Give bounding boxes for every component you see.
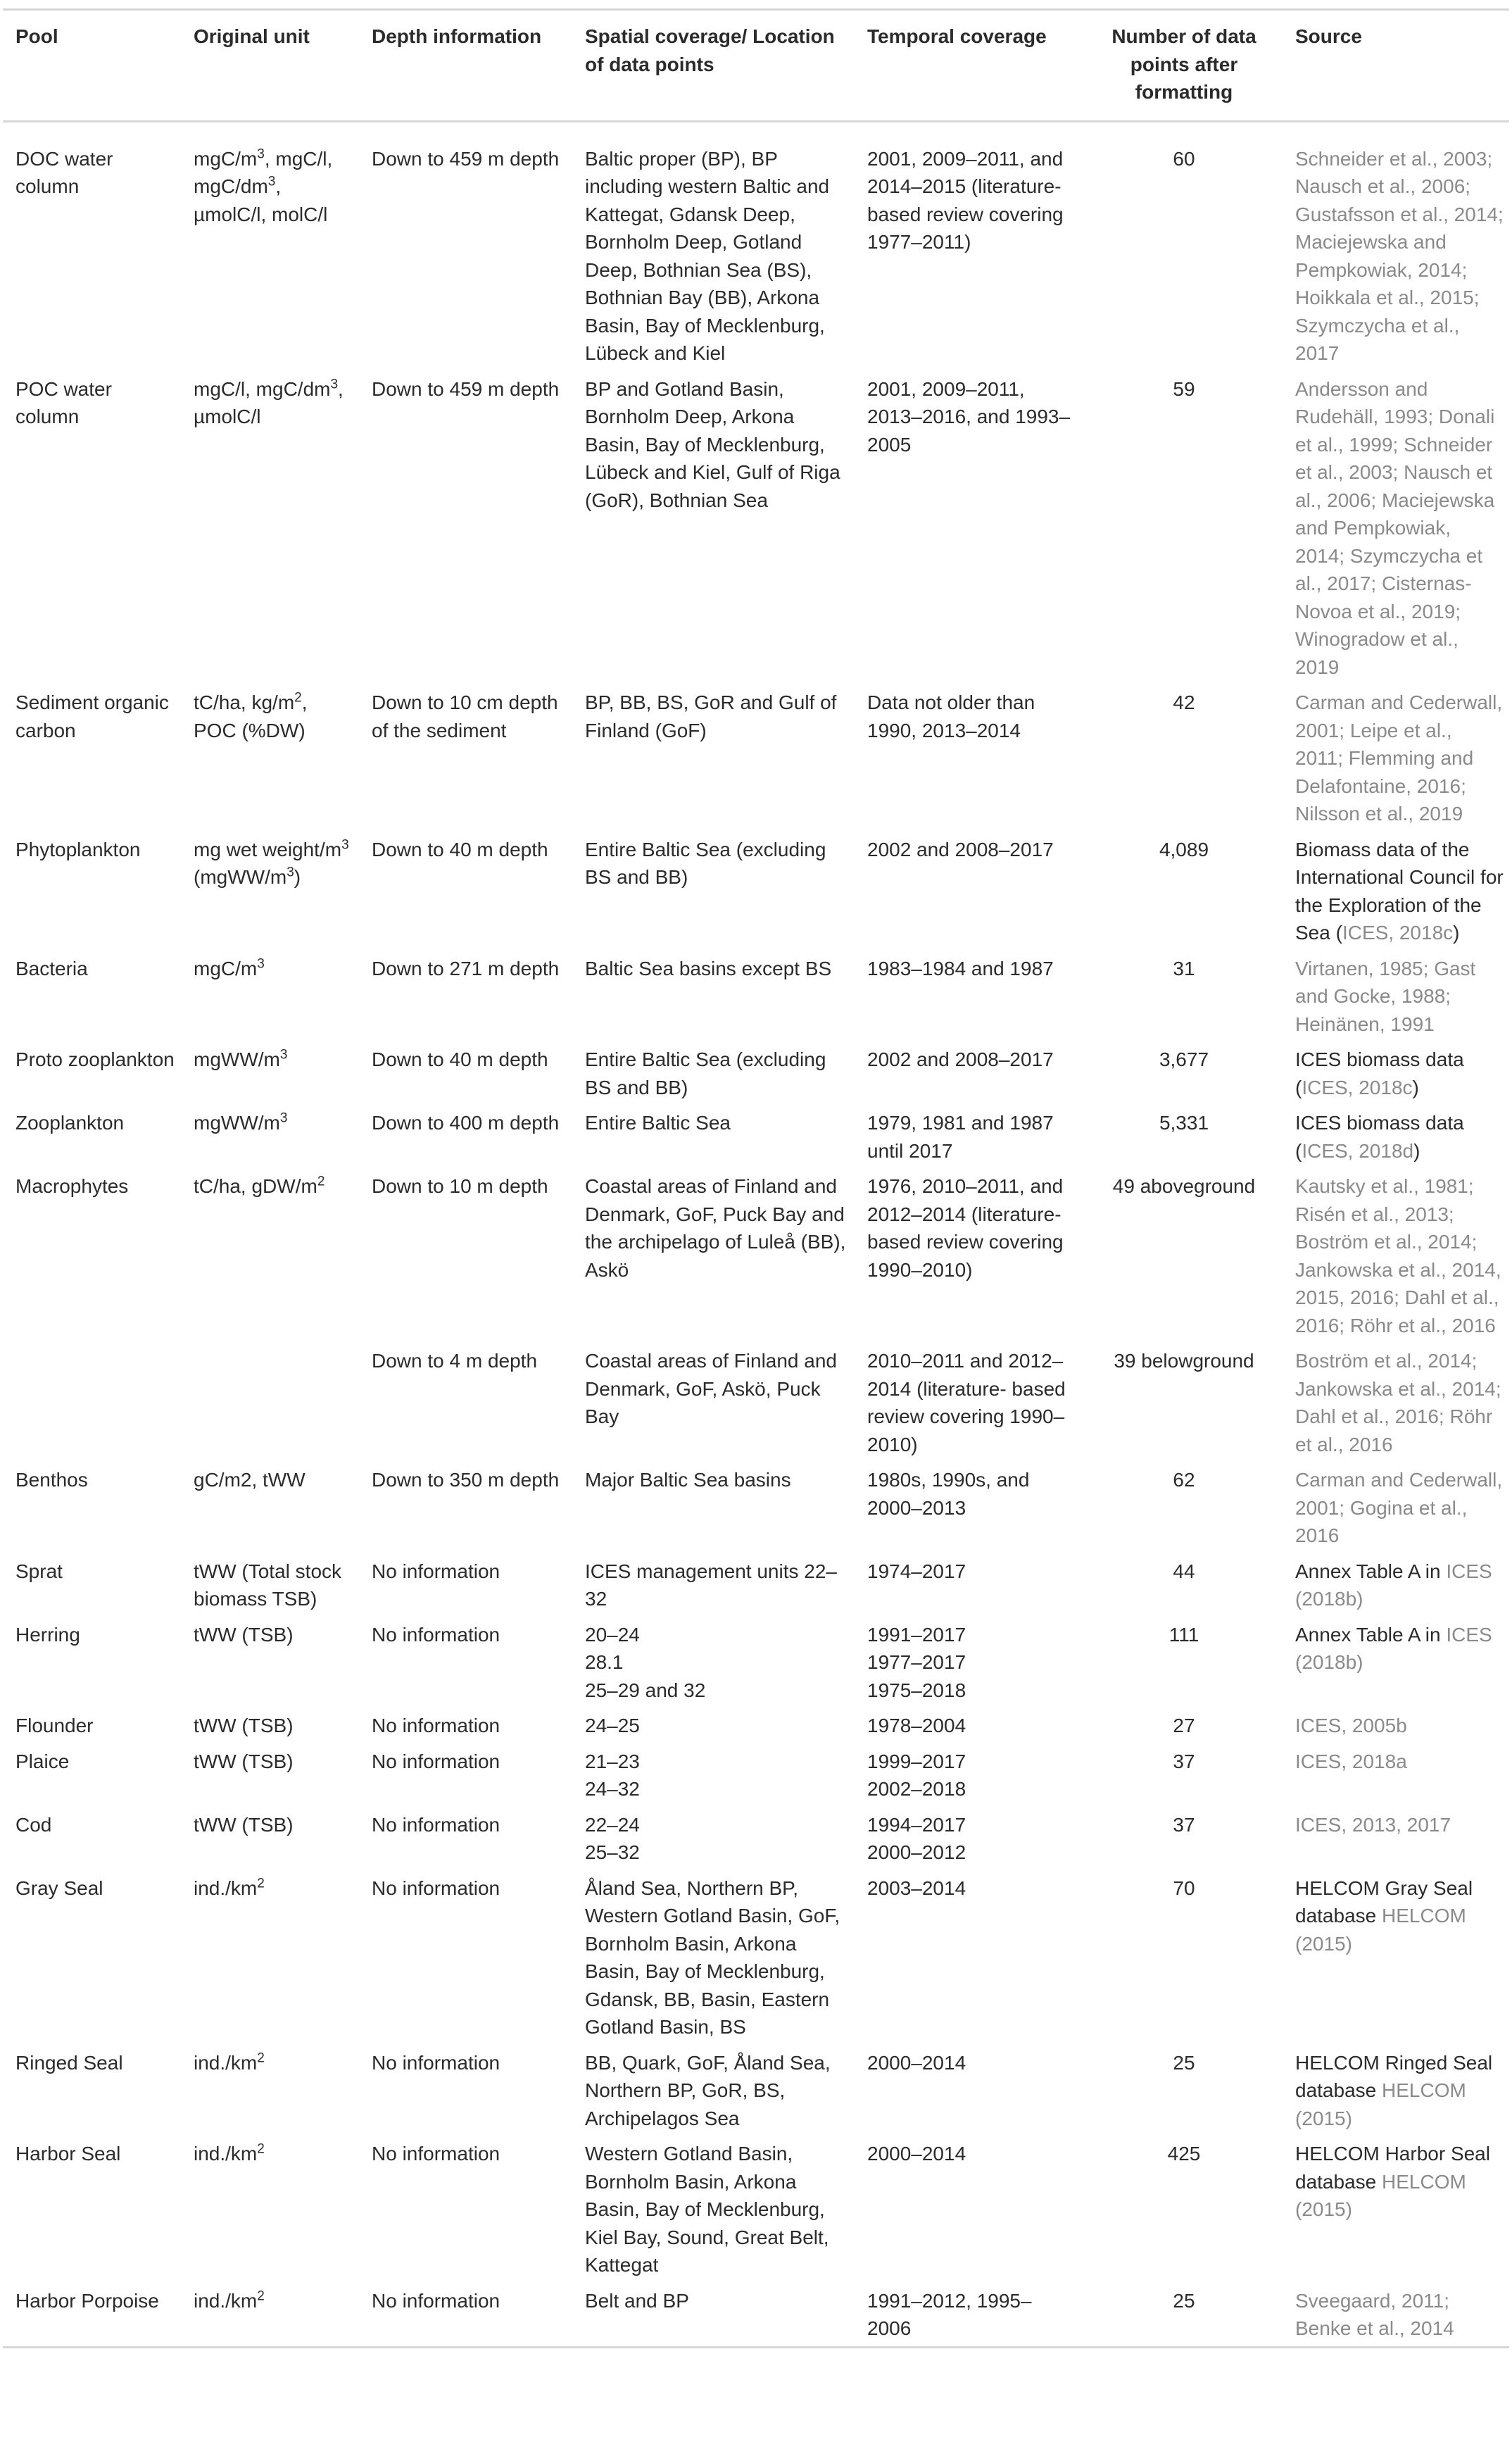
cell-original-unit: tWW (TSB): [194, 1623, 294, 1646]
cell-spatial-coverage: 21–23 24–32: [585, 1750, 640, 1800]
table-row: [3, 371, 1509, 685]
table-row: [3, 832, 1509, 951]
cell-source: [1283, 951, 1509, 1042]
cell-depth-information: No information: [372, 2289, 500, 2312]
cell-source: [1283, 2283, 1509, 2348]
cell-depth-information: Down to 459 m depth: [372, 147, 560, 170]
cell-temporal-coverage: 2003–2014: [867, 1877, 966, 1899]
cell-number-of-data-points: 37: [1173, 1750, 1195, 1772]
cell-spatial-coverage: BP and Gotland Basin, Bornholm Deep, Arkona Basin, Bay of Mecklenburg, Lübeck and Kiel, Gulf of Riga (GoR), Bothnian Sea: [585, 377, 840, 511]
cell-number-of-data-points: 60: [1173, 147, 1195, 170]
source-text: ): [1413, 1139, 1420, 1162]
table-row: [3, 1105, 1509, 1168]
reference-link[interactable]: HELCOM (2015): [1295, 2170, 1466, 2220]
table-row: [3, 1553, 1509, 1617]
superscript: 3: [257, 146, 265, 162]
cell-spatial-coverage: 20–24 28.1 25–29 and 32: [585, 1623, 706, 1701]
table-row: [3, 1462, 1509, 1553]
table-row: [3, 1807, 1509, 1870]
cell-pool: Phytoplankton: [15, 838, 141, 860]
cell-pool: Sprat: [15, 1560, 63, 1582]
cell-temporal-coverage: 1994–2017 2000–2012: [867, 1813, 966, 1863]
cell-original-unit: mgWW/$m^3$: [194, 1110, 288, 1134]
cell-source: [1283, 1870, 1509, 2045]
reference-link[interactable]: Carman and Cederwall, 2001; Gogina et al., 2016: [1295, 1469, 1503, 1546]
cell-depth-information: No information: [372, 1877, 500, 1899]
cell-source: [1283, 121, 1509, 371]
table-row: [3, 2283, 1509, 2348]
reference-link[interactable]: Kautsky et al., 1981; Risén et al., 2013; Boström et al., 2014; Jankowska et al., 2014, 2015, 2016; Dahl et al., 2016; Röhr et al., 2016: [1295, 1175, 1501, 1336]
cell-number-of-data-points: 39 belowground: [1114, 1350, 1254, 1372]
source-text: Annex Table A in: [1295, 1560, 1447, 1582]
cell-depth-information: Down to 400 m depth: [372, 1112, 560, 1134]
cell-pool: Macrophytes: [15, 1175, 129, 1197]
table-row: [3, 1041, 1509, 1105]
cell-depth-information: Down to 459 m depth: [372, 377, 560, 400]
cell-number-of-data-points: 31: [1173, 957, 1195, 979]
cell-number-of-data-points: 37: [1173, 1813, 1195, 1836]
reference-link[interactable]: ICES, 2018c: [1342, 922, 1454, 944]
cell-pool: Herring: [15, 1623, 80, 1646]
header-number-of-data-points: Number of data points after formatting: [1111, 25, 1256, 103]
superscript: 3: [279, 1047, 288, 1063]
cell-source: [1283, 1343, 1509, 1462]
cell-spatial-coverage: Entire Baltic Sea: [585, 1112, 731, 1134]
cell-depth-information: Down to 40 m depth: [372, 1048, 548, 1070]
cell-temporal-coverage: Data not older than 1990, 2013–2014: [867, 691, 1035, 741]
header-temporal-coverage: Temporal coverage: [867, 25, 1047, 47]
cell-pool: Bacteria: [15, 957, 88, 979]
cell-depth-information: No information: [372, 1750, 500, 1772]
superscript: 2: [257, 2288, 265, 2304]
cell-original-unit: tC/ha, gDW/$m^2$: [194, 1174, 325, 1197]
cell-depth-information: Down to 10 m depth: [372, 1175, 548, 1197]
cell-spatial-coverage: BP, BB, BS, GoR and Gulf of Finland (GoF): [585, 691, 837, 741]
cell-source: [1283, 1617, 1509, 1708]
cell-original-unit: mgC/$m^3$: [194, 956, 265, 979]
cell-spatial-coverage: ICES management units 22–32: [585, 1560, 837, 1610]
data-sources-table: [3, 8, 1509, 2348]
reference-link[interactable]: ICES, 2005b: [1295, 1715, 1407, 1736]
cell-original-unit: $ind./km^2$: [194, 2141, 265, 2165]
cell-spatial-coverage: Entire Baltic Sea (excluding BS and BB): [585, 1048, 826, 1098]
superscript: 3: [330, 377, 339, 392]
cell-source: [1283, 2045, 1509, 2136]
table-row: [3, 1617, 1509, 1708]
reference-link[interactable]: HELCOM (2015): [1295, 1905, 1466, 1955]
cell-original-unit: tWW (TSB): [194, 1813, 294, 1836]
cell-spatial-coverage: Baltic proper (BP), BP including western Baltic and Kattegat, Gdansk Deep, Bornholm Deep, Gotland Deep, Bothnian Sea (BS), Bothnian Bay (BB), Arkona Basin, Bay of Mecklenburg, Lübeck and Kiel: [585, 147, 830, 364]
superscript: 3: [279, 1110, 288, 1126]
cell-spatial-coverage: Major Baltic Sea basins: [585, 1469, 791, 1491]
header-pool: Pool: [15, 25, 58, 47]
cell-temporal-coverage: 1983–1984 and 1987: [867, 957, 1054, 979]
cell-temporal-coverage: 1999–2017 2002–2018: [867, 1750, 966, 1800]
header-source: Source: [1295, 25, 1362, 47]
cell-number-of-data-points: 70: [1173, 1877, 1195, 1899]
cell-number-of-data-points: 111: [1168, 1623, 1199, 1646]
cell-temporal-coverage: 1991–2017 1977–2017 1975–2018: [867, 1623, 966, 1701]
cell-original-unit: tWW (Total stock biomass TSB): [194, 1560, 342, 1610]
superscript: 3: [267, 174, 276, 189]
superscript: 2: [257, 1876, 265, 1891]
cell-source: [1283, 1553, 1509, 1617]
cell-depth-information: No information: [372, 1715, 500, 1736]
cell-original-unit: tC/ha, $kg/m^2$, POC (%DW): [194, 690, 308, 741]
cell-number-of-data-points: 25: [1173, 2289, 1195, 2312]
cell-temporal-coverage: 1978–2004: [867, 1715, 966, 1736]
cell-spatial-coverage: 22–24 25–32: [585, 1813, 640, 1863]
cell-pool: Sediment organic carbon: [15, 691, 169, 741]
cell-temporal-coverage: 2002 and 2008–2017: [867, 1048, 1054, 1070]
cell-number-of-data-points: 3,677: [1159, 1048, 1209, 1070]
source-text: ICES biomass data (: [1295, 1048, 1464, 1098]
table-row: [3, 2136, 1509, 2283]
cell-source: [1283, 2136, 1509, 2283]
cell-source: [1283, 1168, 1509, 1343]
cell-number-of-data-points: 5,331: [1159, 1112, 1209, 1134]
reference-link[interactable]: Virtanen, 1985; Gast and Gocke, 1988; Heinänen, 1991: [1295, 957, 1476, 1035]
cell-number-of-data-points: 25: [1173, 2051, 1195, 2074]
cell-pool: Plaice: [15, 1750, 70, 1772]
reference-link[interactable]: Andersson and Rudehäll, 1993; Donali et al., 1999; Schneider et al., 2003; Nausch et al., 2006; Maciejewska and Pempkowiak, 2014; Szymczycha et al., 2017; Cisternas-Novoa et al., 2019; Winogradow et al., 2019: [1295, 377, 1495, 678]
cell-pool: Benthos: [15, 1469, 88, 1491]
cell-pool: Proto zooplankton: [15, 1048, 175, 1070]
cell-pool: Cod: [15, 1813, 52, 1836]
header-spatial-coverage: Spatial coverage/ Location of data points: [585, 25, 835, 75]
cell-temporal-coverage: 1979, 1981 and 1987 until 2017: [867, 1112, 1054, 1162]
cell-spatial-coverage: Coastal areas of Finland and Denmark, GoF, Askö, Puck Bay: [585, 1350, 837, 1427]
cell-temporal-coverage: 1980s, 1990s, and 2000–2013: [867, 1469, 1030, 1519]
table-row: [3, 1743, 1509, 1807]
cell-source: [1283, 1041, 1509, 1105]
cell-number-of-data-points: 4,089: [1159, 838, 1209, 860]
cell-number-of-data-points: 27: [1173, 1715, 1195, 1736]
cell-original-unit: mgC/$m^3$, mgC/l, mgC/$dm^3$, µmolC/l, molC/l: [194, 146, 333, 225]
cell-original-unit: [181, 1343, 359, 1462]
cell-pool: Flounder: [15, 1715, 94, 1736]
table-row: [3, 684, 1509, 832]
cell-source: [1283, 1462, 1509, 1553]
table-row: [3, 1168, 1509, 1343]
source-text: HELCOM Gray Seal database: [1295, 1877, 1473, 1927]
cell-pool: Harbor Seal: [15, 2143, 121, 2165]
cell-number-of-data-points: 42: [1173, 691, 1195, 713]
cell-original-unit: mg wet weight/$m^3$ $(mgWW/m^3)$: [194, 837, 349, 888]
cell-source: [1283, 1105, 1509, 1168]
source-text: Biomass data of the International Council for the Exploration of the Sea (: [1295, 838, 1504, 944]
cell-spatial-coverage: Baltic Sea basins except BS: [585, 957, 832, 979]
cell-source: [1283, 1743, 1509, 1807]
reference-link[interactable]: ICES (2018b): [1295, 1560, 1492, 1610]
cell-depth-information: Down to 10 cm depth of the sediment: [372, 691, 558, 741]
cell-temporal-coverage: 1976, 2010–2011, and 2012–2014 (literature- based review covering 1990–2010): [867, 1175, 1064, 1281]
cell-temporal-coverage: 2002 and 2008–2017: [867, 838, 1054, 860]
table-row: [3, 121, 1509, 371]
table-row: [3, 1708, 1509, 1743]
source-text: Annex Table A in: [1295, 1623, 1447, 1646]
cell-depth-information: Down to 350 m depth: [372, 1469, 560, 1491]
reference-link[interactable]: ICES, 2018a: [1295, 1750, 1407, 1772]
cell-depth-information: No information: [372, 1560, 500, 1582]
cell-depth-information: No information: [372, 2051, 500, 2074]
cell-original-unit: $ind./km^2$: [194, 2050, 265, 2074]
reference-link[interactable]: ICES (2018b): [1295, 1623, 1492, 1673]
cell-pool: [3, 1343, 181, 1462]
superscript: 2: [294, 690, 302, 706]
cell-number-of-data-points: 62: [1173, 1469, 1195, 1491]
reference-link[interactable]: ICES, 2018d: [1302, 1139, 1414, 1162]
source-text: ICES biomass data (: [1295, 1112, 1464, 1162]
cell-original-unit: $ind./km^2$: [194, 2288, 265, 2312]
cell-depth-information: Down to 4 m depth: [372, 1350, 538, 1372]
superscript: 2: [257, 2050, 265, 2066]
superscript: 2: [317, 1174, 325, 1189]
cell-pool: Gray Seal: [15, 1877, 103, 1899]
cell-spatial-coverage: Coastal areas of Finland and Denmark, GoF, Puck Bay and the archipelago of Luleå (BB), Askö: [585, 1175, 846, 1281]
table-row: [3, 1343, 1509, 1462]
cell-number-of-data-points: 44: [1173, 1560, 1195, 1582]
cell-source: [1283, 684, 1509, 832]
header-depth-information: Depth information: [372, 25, 542, 47]
reference-link[interactable]: HELCOM (2015): [1295, 2079, 1466, 2129]
superscript: 3: [341, 837, 349, 853]
cell-pool: Ringed Seal: [15, 2051, 123, 2074]
source-text: HELCOM Harbor Seal database: [1295, 2143, 1490, 2193]
reference-link[interactable]: Sveegaard, 2011; Benke et al., 2014: [1295, 2289, 1454, 2339]
table-header-row: [3, 10, 1509, 122]
cell-original-unit: mgC/l, mgC/$dm^3$, µmolC/l: [194, 377, 344, 427]
reference-link[interactable]: Carman and Cederwall, 2001; Leipe et al., 2011; Flemming and Delafontaine, 2016; Nilsson et al., 2019: [1295, 691, 1503, 825]
cell-pool: POC water column: [15, 377, 112, 427]
reference-link[interactable]: ICES, 2013, 2017: [1295, 1813, 1451, 1836]
reference-link[interactable]: Boström et al., 2014; Jankowska et al., 2014; Dahl et al., 2016; Röhr et al., 2016: [1295, 1350, 1501, 1455]
cell-number-of-data-points: 425: [1167, 2143, 1201, 2165]
cell-depth-information: Down to 271 m depth: [372, 957, 560, 979]
cell-spatial-coverage: BB, Quark, GoF, Åland Sea, Northern BP, GoR, BS, Archipelagos Sea: [585, 2051, 831, 2129]
cell-pool: DOC water column: [15, 147, 113, 197]
cell-source: [1283, 371, 1509, 685]
table-row: [3, 1870, 1509, 2045]
cell-pool: Zooplankton: [15, 1112, 125, 1134]
cell-spatial-coverage: Western Gotland Basin, Bornholm Basin, Arkona Basin, Bay of Mecklenburg, Kiel Bay, Sound, Great Belt, Kattegat: [585, 2143, 829, 2276]
source-text: ): [1453, 922, 1460, 944]
superscript: 3: [286, 865, 294, 880]
cell-temporal-coverage: 2010–2011 and 2012–2014 (literature- based review covering 1990–2010): [867, 1350, 1066, 1455]
cell-spatial-coverage: 24–25: [585, 1715, 640, 1736]
reference-link[interactable]: ICES, 2018c: [1302, 1076, 1413, 1098]
cell-original-unit: mgWW/$m^3$: [194, 1047, 288, 1070]
cell-spatial-coverage: Åland Sea, Northern BP, Western Gotland Basin, GoF, Bornholm Basin, Arkona Basin, Bay of Mecklenburg, Gdansk, BB, Basin, Eastern Gotland Basin, BS: [585, 1877, 840, 2038]
cell-source: [1283, 1708, 1509, 1743]
cell-source: [1283, 1807, 1509, 1870]
cell-number-of-data-points: 49 aboveground: [1112, 1175, 1256, 1197]
cell-depth-information: No information: [372, 1813, 500, 1836]
cell-original-unit: $ind./km^2$: [194, 1876, 265, 1899]
table-row: [3, 2045, 1509, 2136]
cell-temporal-coverage: 2000–2014: [867, 2051, 966, 2074]
cell-source: [1283, 832, 1509, 951]
cell-temporal-coverage: 2001, 2009–2011, and 2014–2015 (literature-based review covering 1977–2011): [867, 147, 1064, 253]
header-original-unit: Original unit: [194, 25, 310, 47]
source-text: ): [1412, 1076, 1419, 1098]
cell-original-unit: tWW (TSB): [194, 1750, 294, 1772]
cell-depth-information: Down to 40 m depth: [372, 838, 548, 860]
cell-temporal-coverage: 1974–2017: [867, 1560, 966, 1582]
cell-temporal-coverage: 2000–2014: [867, 2143, 966, 2165]
cell-spatial-coverage: Entire Baltic Sea (excluding BS and BB): [585, 838, 826, 888]
cell-spatial-coverage: Belt and BP: [585, 2289, 689, 2312]
cell-depth-information: No information: [372, 1623, 500, 1646]
cell-temporal-coverage: 2001, 2009–2011, 2013–2016, and 1993–2005: [867, 377, 1071, 456]
cell-number-of-data-points: 59: [1173, 377, 1195, 400]
cell-pool: Harbor Porpoise: [15, 2289, 159, 2312]
cell-original-unit: gC/m2, tWW: [194, 1469, 305, 1491]
superscript: 2: [257, 2141, 265, 2157]
superscript: 3: [257, 956, 265, 972]
cell-original-unit: tWW (TSB): [194, 1715, 294, 1736]
table-body: [3, 121, 1509, 2347]
source-text: HELCOM Ringed Seal database: [1295, 2051, 1493, 2101]
reference-link[interactable]: Schneider et al., 2003; Nausch et al., 2006; Gustafsson et al., 2014; Maciejewska and Pempkowiak, 2014; Hoikkala et al., 2015; Szymczycha et al., 2017: [1295, 147, 1504, 364]
cell-depth-information: No information: [372, 2143, 500, 2165]
table-row: [3, 951, 1509, 1042]
cell-temporal-coverage: 1991–2012, 1995–2006: [867, 2289, 1032, 2339]
